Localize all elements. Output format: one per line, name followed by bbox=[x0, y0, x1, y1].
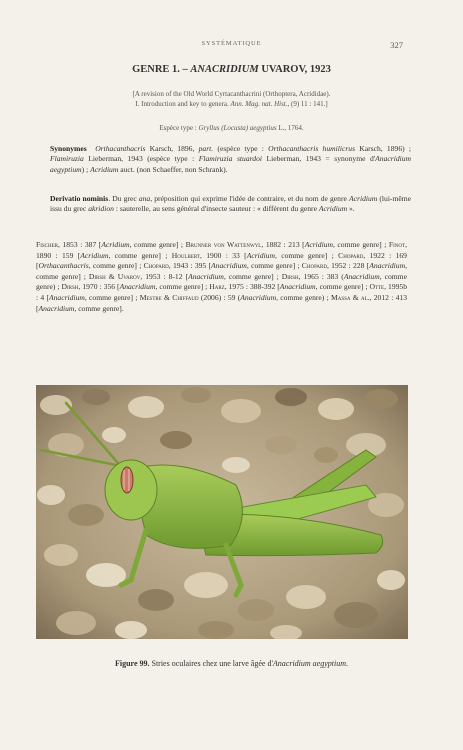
grasshopper-photo bbox=[36, 385, 408, 639]
running-header bbox=[0, 40, 463, 52]
genus-author: UVAROV, 1923 bbox=[258, 64, 331, 75]
derivatio-paragraph: Derivatio nominis. Du grec ana, préposition qui exprime l'idée de contraire, et du nom de genre Acridium (lui-même issu du grec akridion : sauterelle, au sens général d'insecte sauteur : « différent du genre Acridium ». bbox=[50, 194, 412, 214]
genus-name: ANACRIDIUM bbox=[190, 64, 259, 75]
page-number: 327 bbox=[390, 40, 403, 50]
eye-stripes bbox=[121, 467, 133, 493]
revision-line-2: I. Introduction and key to genera. Ann. Mag. nat. Hist., (9) 11 : 141.] bbox=[135, 99, 328, 108]
type-species: Espèce type : Gryllus (Locusta) aegyptius L., 1764. bbox=[159, 124, 304, 132]
revision-line-1: [A revision of the Old World Cyrtacanthacrini (Orthoptera, Acrididae). bbox=[132, 90, 331, 98]
synonymes-label: Synonymes bbox=[50, 144, 87, 153]
references-paragraph: Fischer, 1853 : 387 [Acridium, comme genre] ; Brunner von Wattenwyl, 1882 : 213 [Acridium, comme genre] ; Finot, 1890 : 159 [Acridium, comme genre] ; Houlbert, 1900 : 33 [Acridium, comme genre] ; Chopard, 1922 : 169 [Orthacanthacris, comme genre] ; Chopard, 1943 : 395 [Anacridium, comme genre] ; Chopard, 1952 : 228 [Anacridium, comme genre] ; Dirsh & Uvarov, 1953 : 8-12 [Anacridium, comme genre] ; Dirsh, 1965 : 383 (Anacridium, comme genre) ; Dirsh, 1970 : 356 [Anacridium, comme genre] ; Harz, 1975 : 388-392 [Anacridium, comme genre] ; Otte, 1995b : 4 [Anacridium, comme genre] ; Mestre & Chiffaud (2006) : 59 (Anacridium, comme genre) ; Massa & al., 2012 : 413 [Anacridium, comme genre]. bbox=[36, 240, 407, 313]
figure-label: Figure 99. bbox=[114, 659, 150, 668]
figure-caption: Figure 99. Stries oculaires chez une larve âgée d'Anacridium aegyptium. bbox=[114, 659, 348, 668]
genus-heading bbox=[0, 64, 463, 75]
revision-reference bbox=[0, 90, 463, 109]
running-title: SYSTÉMATIQUE bbox=[201, 40, 262, 47]
derivatio-label: Derivatio nominis bbox=[50, 194, 109, 203]
synonymes-paragraph: Synonymes Orthacanthacris Karsch, 1896, part. (espèce type : Orthacanthacris humilicrus Karsch, 1896) ; Flamiruzia Lieberman, 1943 (espèce type : Flamiruzia stuardoi Lieberman, 1943 = synonyme d'Anacridium aegyptium) ; Acridium auct. (non Schaeffer, non Schrank). bbox=[50, 144, 412, 174]
genus-prefix: GENRE 1. – bbox=[132, 64, 191, 75]
